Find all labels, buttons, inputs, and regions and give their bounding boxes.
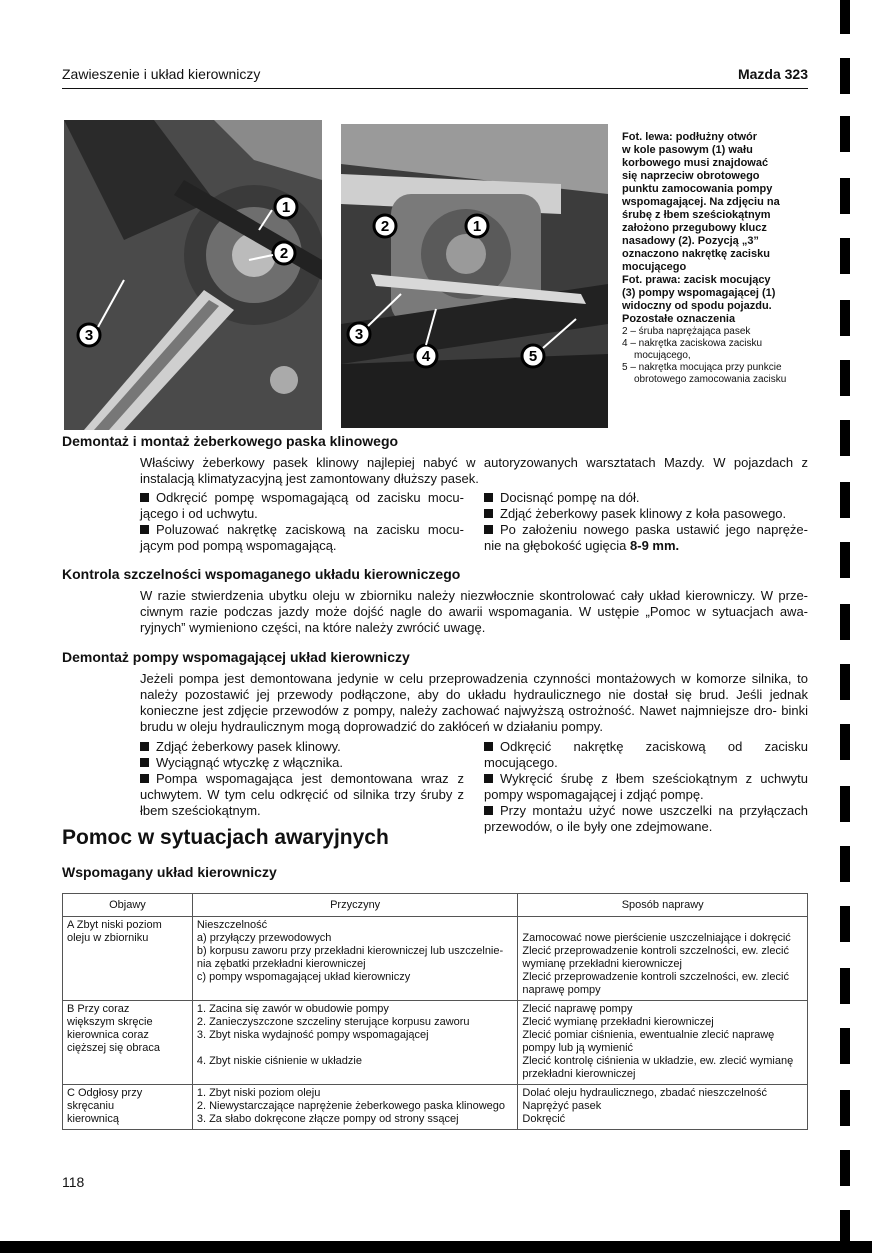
table-row	[63, 1001, 808, 1085]
deflection-value: 8-9 mm.	[630, 538, 680, 553]
section-heading: Demontaż pompy wspomagającej układ kierowniczy	[62, 649, 410, 665]
caption-line: widoczny od spodu pojazdu.	[622, 300, 772, 312]
fixes-cell: Zlecić naprawę pompy Zlecić wymianę przekładni kierowniczej Zlecić pomiar ciśnienia, ewentualnie zlecić naprawę pompy lub ją wymienić Zlecić kontrolę ciśnienia w układzie, ew. zlecić wymianę przekładni kierowniczej	[518, 1001, 808, 1085]
table-row	[63, 1085, 808, 1130]
photo-right-marker: 3	[354, 326, 364, 343]
caption-line: Fot. lewa: podłużny otwór	[622, 131, 758, 143]
page-number: 118	[62, 1174, 85, 1190]
section-heading: Wspomagany układ kierowniczy	[62, 864, 277, 880]
photo-left-marker: 1	[281, 199, 291, 216]
caption-line: się naprzeciw obrotowego	[622, 170, 760, 182]
caption-legend	[622, 326, 814, 386]
caption-line: punktu zamocowania pompy	[622, 183, 773, 195]
list-item: Odkręcić pompę wspomagającą od zacisku mocu- jącego i od uchwytu.	[140, 490, 464, 521]
fixes-cell: Zamocować nowe pierścienie uszczelniające i dokręcić Zlecić przeprowadzenie kontroli szczelności, ew. zlecić wymianę przekładni kierowniczej Zlecić przeprowadzenie kontroli szczelności, ew. zlecić naprawę pompy	[518, 917, 808, 1001]
photo-right	[341, 124, 608, 428]
list-item: Po założeniu nowego paska ustawić jego napręże- nie na głębokość ugięcia 8-9 mm.	[484, 522, 808, 553]
caption-line: śrubę z łbem sześciokątnym	[622, 209, 771, 221]
photo-left	[64, 120, 322, 430]
section-heading: Demontaż i montaż żeberkowego paska klinowego	[62, 433, 399, 449]
causes-cell: 1. Zacina się zawór w obudowie pompy 2. Zanieczyszczone szczeliny sterujące korpusu zaworu 3. Zbyt niska wydajność pompy wspomagającej 4. Zbyt niskie ciśnienie w układzie	[192, 1001, 518, 1085]
sec1-intro: Właściwy żeberkowy pasek klinowy najlepiej nabyć w autoryzowanych warsztatach Mazdy. W pojazdach z instalacją klimatyzacyjną jest zamontowany dłuższy pasek.	[140, 455, 808, 486]
table-header-row	[63, 894, 808, 917]
photo-right-marker: 1	[472, 218, 482, 235]
list-item: Wyciągnąć wtyczkę z włącznika.	[140, 755, 464, 771]
main-heading: Pomoc w sytuacjach awaryjnych	[62, 826, 389, 849]
caption-line: Fot. prawa: zacisk mocujący	[622, 274, 771, 286]
sec1-left-list	[140, 490, 464, 554]
sec3-right-list	[484, 739, 808, 835]
car-model: Mazda 323	[737, 66, 808, 82]
edge-marks	[840, 0, 850, 1253]
photo-left-marker: 2	[279, 245, 289, 262]
list-item: Wykręcić śrubę z łbem sześciokątnym z uchwytu pompy wspomagającej i zdjąć pompę.	[484, 771, 808, 802]
legend-item: 4 – nakrętka zaciskowa zacisku mocującego,	[622, 338, 763, 361]
photo-right-marker: 2	[380, 218, 390, 235]
legend-item: 5 – nakrętka mocująca przy punkcie obrotowego zamocowania zacisku	[622, 362, 787, 385]
list-item: Odkręcić nakrętkę zaciskową od zacisku mocującego.	[484, 739, 808, 770]
photo-right-marker: 5	[528, 348, 538, 365]
list-item: Docisnąć pompę na dół.	[484, 490, 808, 506]
caption-line: mocującego	[622, 261, 687, 273]
photo-left-marker: 3	[84, 327, 94, 344]
caption-line: nasadowy (2). Pozycją „3”	[622, 235, 759, 247]
photo-right-marker: 4	[421, 348, 431, 365]
caption-line: założono przegubowy klucz	[622, 222, 767, 234]
sec2-text: W razie stwierdzenia ubytku oleju w zbiorniku należy niezwłocznie skontrolować cały układ kierowniczy. W prze- ciwnym razie podczas jazdy może dojść nagle do awarii wspomagania. W ustępie „Pomoc w sytuacjach awa- ryjnych” wymieniono części, na które należy zwrócić uwagę.	[140, 588, 808, 635]
troubleshooting-table	[62, 893, 808, 1130]
bottom-edge-bar	[0, 1241, 872, 1253]
sec3-text: Jeżeli pompa jest demontowana jedynie w celu przeprowadzenia czynności montażowych w komorze silnika, to należy pozostawić jej przewody podłączone, aby do układu hydraulicznego nie dostał się brud. Jeśli jednak konieczne jest zdjęcie przewodów z pompy, należy zachować najwyższą ostrożność. Nawet najmniejsze dro- binki brudu w oleju hydraulicznym mogą doprowadzić do zakłóceń w działaniu pompy.	[140, 671, 808, 734]
table-row	[63, 917, 808, 1001]
symptom-cell: C Odgłosy przy skręcaniu kierownicą	[63, 1085, 193, 1130]
caption-line: (3) pompy wspomagającej (1)	[622, 287, 776, 299]
column-header: Objawy	[63, 894, 193, 917]
page-header	[62, 64, 808, 89]
sec1-right-list	[484, 490, 808, 554]
list-item: Zdjąć żeberkowy pasek klinowy.	[140, 739, 464, 755]
symptom-cell: A Zbyt niski poziom oleju w zbiorniku	[63, 917, 193, 1001]
list-item: Przy montażu użyć nowe uszczelki na przyłączach przewodów, o ile były one zdejmowane.	[484, 803, 808, 834]
caption-line: wspomagającej. Na zdjęciu na	[622, 196, 780, 208]
list-item: Poluzować nakrętkę zaciskową na zacisku mocu- jącym pod pompą wspomagającą.	[140, 522, 464, 553]
list-item: Zdjąć żeberkowy pasek klinowy z koła pasowego.	[484, 506, 808, 522]
photo-caption	[622, 131, 814, 386]
column-header: Przyczyny	[192, 894, 518, 917]
caption-line: Pozostałe oznaczenia	[622, 313, 736, 325]
list-item: Pompa wspomagająca jest demontowana wraz z uchwytem. W tym celu odkręcić od silnika trzy śruby z łbem sześciokątnym.	[140, 771, 464, 818]
symptom-cell: B Przy coraz większym skręcie kierownica coraz cięższej się obraca	[63, 1001, 193, 1085]
causes-cell: Nieszczelność a) przyłączy przewodowych b) korpusu zaworu przy przekładni kierowniczej lub uszczelnie- nia zębatki przekładni kierowniczej c) pompy wspomagającej układ kierowniczy	[192, 917, 518, 1001]
column-header: Sposób naprawy	[518, 894, 808, 917]
fixes-cell: Dolać oleju hydraulicznego, zbadać nieszczelność Naprężyć pasek Dokręcić	[518, 1085, 808, 1130]
causes-cell: 1. Zbyt niski poziom oleju 2. Niewystarczające naprężenie żeberkowego paska klinowego 3. Za słabo dokręcone złącze pompy od strony ssącej	[192, 1085, 518, 1130]
section-title: Zawieszenie i układ kierowniczy	[62, 66, 261, 82]
caption-line: oznaczono nakrętkę zacisku	[622, 248, 770, 260]
sec3-left-list	[140, 739, 464, 819]
caption-line: w kole pasowym (1) wału	[622, 144, 753, 156]
section-heading: Kontrola szczelności wspomaganego układu kierowniczego	[62, 566, 461, 582]
caption-line: korbowego musi znajdować	[622, 157, 769, 169]
legend-item: 2 – śruba naprężająca pasek	[622, 326, 751, 337]
